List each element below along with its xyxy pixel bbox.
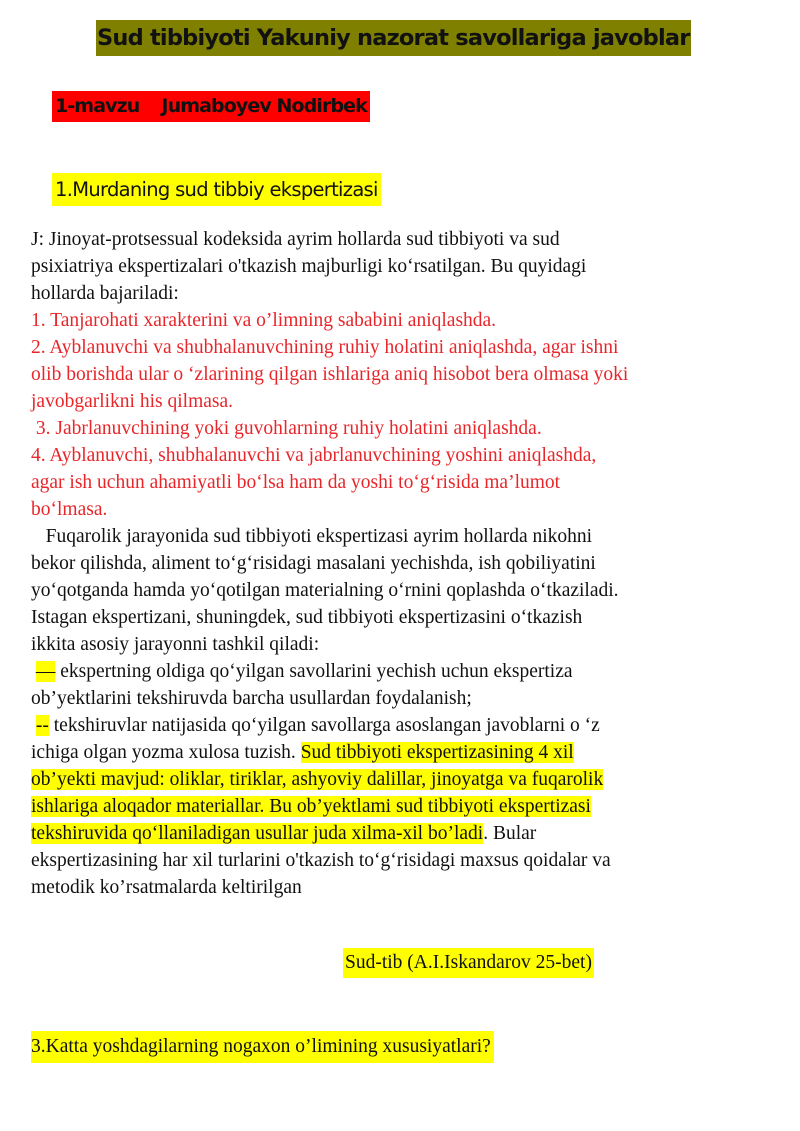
highlighted-text: Sud tibbiyoti ekspertizasining 4 xil bbox=[300, 742, 574, 763]
bullet-2-continuation: ekspertizasining har xil turlarini o'tkazish to‘g‘risidagi maxsus qoidalar va bbox=[31, 850, 611, 871]
bullet-1 bbox=[31, 658, 791, 685]
bullet-1-text: ekspertning oldiga qo‘yilgan savollarini yechish uchun ekspertiza bbox=[55, 661, 573, 682]
answer-body bbox=[31, 226, 791, 901]
answer-intro-line: hollarda bajariladi: bbox=[31, 283, 179, 304]
case-line: olib borishda ular o ‘zlarining qilgan ishlariga aniq hisobot bera olmasa yoki bbox=[31, 364, 629, 385]
question-3-heading: 3.Katta yoshdagilarning nogaxon o’limining xususiyatlari? bbox=[31, 1031, 494, 1063]
highlighted-text: tekshiruvida qo‘llaniladigan usullar juda xilma-xil bo’ladi bbox=[31, 823, 484, 844]
highlighted-text: ob’yekti mavjud: oliklar, tiriklar, ashyoviy dalillar, jinoyatga va fuqarolik bbox=[31, 769, 604, 790]
bullet-2-marker: -- bbox=[35, 715, 49, 736]
topic-line bbox=[52, 91, 370, 122]
bullet-1-continuation: ob’yektlarini tekshiruvda barcha usullardan foydalanish; bbox=[31, 688, 472, 709]
case-line: bo‘lmasa. bbox=[31, 499, 108, 520]
case-line: 2. Ayblanuvchi va shubhalanuvchining ruhiy holatini aniqlashda, agar ishni bbox=[31, 337, 619, 358]
bullet-1-marker: — bbox=[35, 661, 56, 682]
case-line: agar ish uchun ahamiyatli bo‘lsa ham da yoshi to‘g‘risida ma’lumot bbox=[31, 472, 561, 493]
author-name: Jumaboyev Nodirbek bbox=[161, 95, 367, 117]
civil-line: yo‘qotganda hamda yo‘qotilgan materialning o‘rnini qoplashda o‘tkaziladi. bbox=[31, 580, 619, 601]
civil-line: ikkita asosiy jarayonni tashkil qiladi: bbox=[31, 634, 320, 655]
case-line: 4. Ayblanuvchi, shubhalanuvchi va jabrlanuvchining yoshini aniqlashda, bbox=[31, 445, 597, 466]
bullet-2-text: tekshiruvlar natijasida qo‘yilgan savollarga asoslangan javoblarni o ‘z bbox=[48, 715, 600, 736]
bullet-2-continuation: metodik ko’rsatmalarda keltirilgan bbox=[31, 877, 302, 898]
plain-text: ichiga olgan yozma xulosa tuzish. bbox=[31, 742, 301, 763]
civil-line: Istagan ekspertizani, shuningdek, sud tibbiyoti ekspertizasini o‘tkazish bbox=[31, 607, 583, 628]
highlighted-text: ishlariga aloqador materiallar. Bu ob’yektlami sud tibbiyoti ekspertizasi bbox=[31, 796, 591, 817]
answer-intro-line: psixiatriya ekspertizalari o'tkazish majburligi ko‘rsatilgan. Bu quyidagi bbox=[31, 256, 587, 277]
topic-number: 1-mavzu bbox=[55, 95, 140, 117]
case-line: 3. Jabrlanuvchining yoki guvohlarning ruhiy holatini aniqlashda. bbox=[31, 418, 542, 439]
bullet-2-continuation bbox=[31, 739, 791, 766]
answer-intro-line: J: Jinoyat-protsessual kodeksida ayrim hollarda sud tibbiyoti va sud bbox=[31, 229, 560, 250]
case-line: 1. Tanjarohati xarakterini va o’limning sababini aniqlashda. bbox=[31, 310, 497, 331]
plain-text: . Bular bbox=[483, 823, 537, 844]
bullet-2-continuation bbox=[31, 820, 791, 847]
bullet-2-continuation bbox=[31, 793, 791, 820]
bullet-2 bbox=[31, 712, 791, 739]
document-title: Sud tibbiyoti Yakuniy nazorat savollariga javoblar bbox=[96, 20, 691, 56]
civil-line: Fuqarolik jarayonida sud tibbiyoti ekspertizasi ayrim hollarda nikohni bbox=[31, 526, 593, 547]
civil-line: bekor qilishda, aliment to‘g‘risidagi masalani yechishda, ish qobiliyatini bbox=[31, 553, 596, 574]
case-line: javobgarlikni his qilmasa. bbox=[31, 391, 234, 412]
source-citation: Sud-tib (A.I.Iskandarov 25-bet) bbox=[343, 948, 594, 978]
question-1-heading: 1.Murdaning sud tibbiy ekspertizasi bbox=[52, 173, 381, 206]
bullet-2-continuation bbox=[31, 766, 791, 793]
